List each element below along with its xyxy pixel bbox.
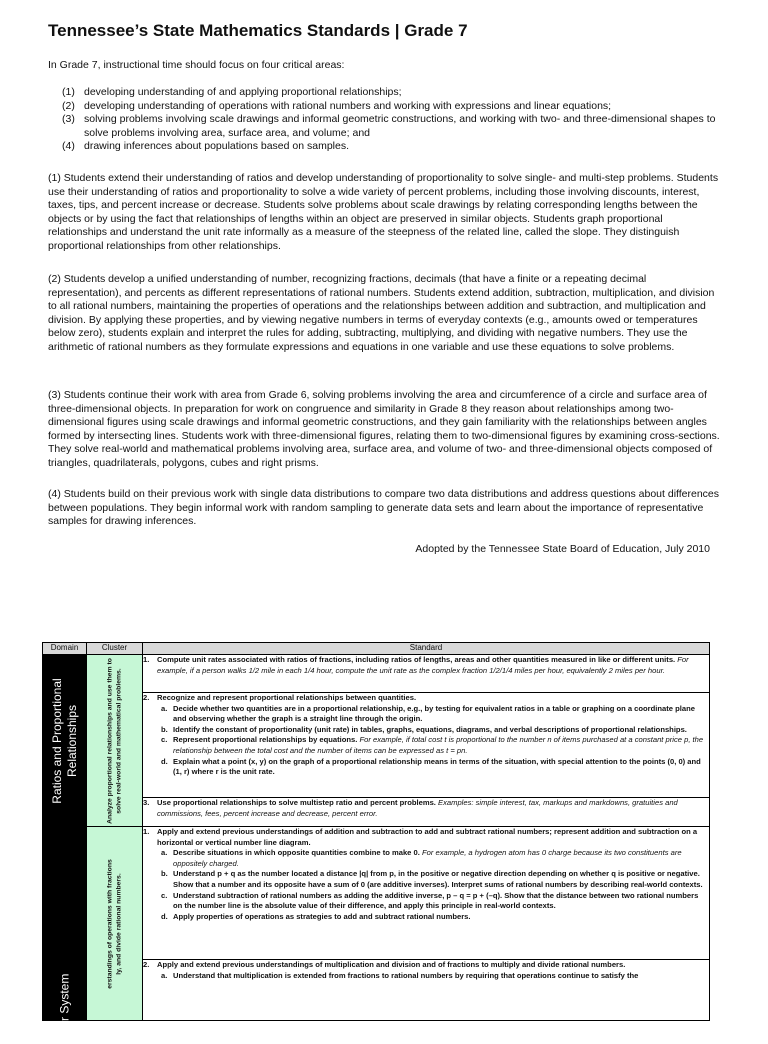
sub-standard-text: Apply properties of operations as strategies to add and subtract rational numbers. bbox=[173, 911, 471, 921]
standard-header: Standard bbox=[143, 643, 710, 655]
table-header-row bbox=[43, 643, 710, 655]
sub-standard-text: Understand that multiplication is extended from fractions to rational numbers by requiring that operations continue to satisfy the bbox=[173, 970, 639, 980]
cluster-label bbox=[106, 658, 123, 824]
cluster-header: Cluster bbox=[87, 643, 143, 655]
standard-lead bbox=[143, 693, 709, 704]
cluster-cell-number-system bbox=[87, 827, 143, 1021]
paragraph-geometry: (3) Students continue their work with area from Grade 6, solving problems involving the area and circumference of a circle and surface area of three-dimensional objects. In preparation for work on congruence and similarity in Grade 8 they reason about relationships among two-dimensional figures using scale drawings and informal geometric constructions, and they gain familiarity with the relationships between angles formed by intersecting lines. Students work with three-dimensional figures, relating them to two-dimensional figures by examining cross-sections. They solve real-world and mathematical problems involving area, surface area, and volume of two- and three-dimensional objects composed of triangles, quadrilaterals, polygons, cubes and right prisms. bbox=[48, 389, 720, 469]
critical-area-text: solving problems involving scale drawings and informal geometric constructions, and working with two- and three-dimensional shapes to solve problems involving area, surface area, and volume; and bbox=[84, 113, 716, 139]
critical-area-number: (1) bbox=[62, 86, 75, 98]
standard-cell bbox=[143, 960, 710, 1021]
adoption-note: Adopted by the Tennessee State Board of Education, July 2010 bbox=[415, 543, 710, 555]
critical-area-number: (3) bbox=[62, 113, 75, 125]
sub-standard bbox=[143, 869, 709, 890]
table-row bbox=[43, 827, 710, 960]
sub-standard-letter: a. bbox=[161, 848, 168, 858]
cluster-label-line: ly, and divide rational numbers. bbox=[114, 872, 122, 975]
standard-example: Examples: simple interest, tax, markups and markdowns, gratuities and commissions, fees, percent increase and decrease, percent error. bbox=[157, 798, 678, 818]
domain-cell-ratios bbox=[43, 655, 87, 827]
critical-area-text: developing understanding of and applying proportional relationships; bbox=[84, 86, 402, 98]
sub-standard bbox=[143, 848, 709, 869]
standard-text: Compute unit rates associated with ratios of fractions, including ratios of lengths, areas and other quantities measured in like or different units. bbox=[157, 655, 676, 664]
standard-lead bbox=[143, 798, 709, 819]
sub-standard-letter: b. bbox=[161, 724, 168, 734]
sub-standard-letter: b. bbox=[161, 869, 168, 879]
critical-area-item bbox=[62, 100, 722, 114]
standard-lead bbox=[143, 827, 709, 848]
paragraph-statistics: (4) Students build on their previous work with single data distributions to compare two data distributions and address questions about differences between populations. They begin informal work with random sampling to generate data sets and learn about the importance of representative samples for drawing inferences. bbox=[48, 488, 720, 527]
standard-text: Apply and extend previous understandings of addition and subtraction to add and subtract rational numbers; represent addition and subtraction on a horizontal or vertical number line diagram. bbox=[157, 827, 698, 847]
sub-standard-example: For example, if total cost t is proportional to the number n of items purchased at a constant price p, the relationship between the total cost and the number of items can be expressed as t = pn. bbox=[173, 735, 704, 755]
standard-text: Recognize and represent proportional relationships between quantities. bbox=[157, 693, 417, 702]
critical-area-item bbox=[62, 86, 722, 100]
standard-cell bbox=[143, 827, 710, 960]
sub-standard-text: Explain what a point (x, y) on the graph of a proportional relationship means in terms of the situation, with special attention to the points (0, 0) and (1, r) where r is the unit rate. bbox=[173, 756, 701, 777]
critical-areas-list bbox=[62, 86, 722, 154]
sub-standard-letter: d. bbox=[161, 756, 168, 766]
standard-cell bbox=[143, 798, 710, 827]
sub-standard-letter: c. bbox=[161, 890, 168, 900]
cluster-label-line: solve real-world and mathematical problems. bbox=[114, 667, 122, 814]
sub-standard-text: Represent proportional relationships by equations. bbox=[173, 735, 358, 745]
cluster-label bbox=[106, 859, 123, 989]
standard-number: 2. bbox=[143, 960, 150, 969]
critical-area-number: (4) bbox=[62, 140, 75, 152]
sub-standard-example: For example, a hydrogen atom has 0 charge because its two constituents are oppositely charged. bbox=[173, 848, 682, 868]
standard-text: Use proportional relationships to solve multistep ratio and percent problems. bbox=[157, 798, 436, 807]
sub-standard-letter: d. bbox=[161, 911, 168, 921]
standard-lead bbox=[143, 655, 709, 676]
domain-cell-number-system bbox=[43, 827, 87, 1044]
cluster-cell-ratios bbox=[87, 655, 143, 827]
critical-area-text: developing understanding of operations with rational numbers and working with expressions and linear equations; bbox=[84, 99, 612, 112]
sub-standard-text: Understand subtraction of rational numbers as adding the additive inverse, p – q = p + (–q). Show that the distance between two rational numbers on the number line is the absolute value of their difference, and apply this principle in real-world contexts. bbox=[173, 890, 699, 911]
sub-standard bbox=[143, 757, 709, 778]
domain-label: mber System bbox=[57, 973, 71, 1044]
table-row bbox=[43, 693, 710, 798]
critical-area-text: drawing inferences about populations based on samples. bbox=[84, 140, 350, 152]
standards-table bbox=[42, 642, 710, 1044]
critical-area-item bbox=[62, 140, 722, 154]
sub-standard-text: Understand p + q as the number located a distance |q| from p, in the positive or negative direction depending on whether q is positive or negative. Show that a number and its opposite have a sum of 0 (are additive inverses). Interpret sums of rational numbers by describing real-world contexts. bbox=[173, 869, 703, 889]
critical-area-item bbox=[62, 113, 722, 140]
table-row bbox=[43, 655, 710, 693]
standard-example: For example, if a person walks 1/2 mile in each 1/4 hour, compute the unit rate as the complex fraction 1/2/1/4 miles per hour, equivalently 2 miles per hour. bbox=[157, 655, 689, 675]
paragraph-number: (2) Students develop a unified understanding of number, recognizing fractions, decimals (that have a finite or a repeating decimal representation), and percents as different representations of rational numbers. Students extend addition, subtraction, multiplication, and division to all rational numbers, maintaining the properties of operations and the relationships between addition and subtraction, and multiplication and division. By applying these properties, and by viewing negative numbers in terms of everyday contexts (e.g., amounts owed or temperatures below zero), students explain and interpret the rules for adding, subtracting, multiplying, and dividing with negative numbers. They use the arithmetic of rational numbers as they formulate expressions and equations in one variable and use these equations to solve problems. bbox=[48, 273, 715, 353]
intro-text: In Grade 7, instructional time should focus on four critical areas: bbox=[48, 59, 345, 71]
standard-lead bbox=[143, 960, 709, 971]
standard-number: 1. bbox=[143, 655, 150, 664]
cluster-label-line: Analyze proportional relationships and use them to bbox=[106, 657, 113, 824]
domain-label-line: Relationships bbox=[64, 704, 79, 777]
domain-label-line: Ratios and Proportional bbox=[49, 677, 64, 804]
table-row bbox=[43, 798, 710, 827]
sub-standard-letter: a. bbox=[161, 970, 168, 980]
sub-standard bbox=[143, 971, 709, 982]
standard-number: 1. bbox=[143, 827, 150, 836]
standard-cell bbox=[143, 693, 710, 798]
sub-standard-text: Describe situations in which opposite quantities combine to make 0. bbox=[173, 848, 420, 858]
sub-standard-letter: a. bbox=[161, 703, 168, 713]
standard-number: 2. bbox=[143, 693, 150, 702]
domain-header: Domain bbox=[43, 643, 87, 655]
sub-standard bbox=[143, 725, 709, 736]
sub-standard-text: Decide whether two quantities are in a proportional relationship, e.g., by testing for equivalent ratios in a table or graphing on a coordinate plane and observing whether the graph is a straight line through the origin. bbox=[173, 703, 695, 724]
sub-standard-letter: c. bbox=[161, 735, 168, 745]
sub-standard bbox=[143, 912, 709, 923]
domain-label bbox=[50, 678, 80, 803]
standard-cell bbox=[143, 655, 710, 693]
standard-text: Apply and extend previous understandings of multiplication and division and of fractions to multiply and divide rational numbers. bbox=[157, 960, 626, 969]
sub-standard bbox=[143, 735, 709, 756]
sub-standard bbox=[143, 704, 709, 725]
sub-standard bbox=[143, 891, 709, 912]
table-row bbox=[43, 960, 710, 1021]
standard-number: 3. bbox=[143, 798, 150, 807]
sub-standard-text: Identify the constant of proportionality (unit rate) in tables, graphs, equations, diagrams, and verbal descriptions of proportional relationships. bbox=[173, 724, 687, 734]
page-title: Tennessee’s State Mathematics Standards | Grade 7 bbox=[48, 21, 468, 40]
paragraph-ratios: (1) Students extend their understanding of ratios and develop understanding of proportionality to solve single- and multi-step problems. Students use their understanding of ratios and proportionality to solve a wide variety of percent problems, including those involving discounts, interest, taxes, tips, and percent increase or decrease. Students solve problems about scale drawings by relating corresponding lengths between the objects or by using the fact that relationships of lengths within an object are preserved in similar objects. Students graph proportional relationships and understand the unit rate informally as a measure of the steepness of the related line, called the slope. They distinguish proportional relationships from other relationships. bbox=[48, 172, 719, 252]
critical-area-number: (2) bbox=[62, 99, 75, 112]
cluster-label-line: erstandings of operations with fractions bbox=[106, 858, 113, 989]
